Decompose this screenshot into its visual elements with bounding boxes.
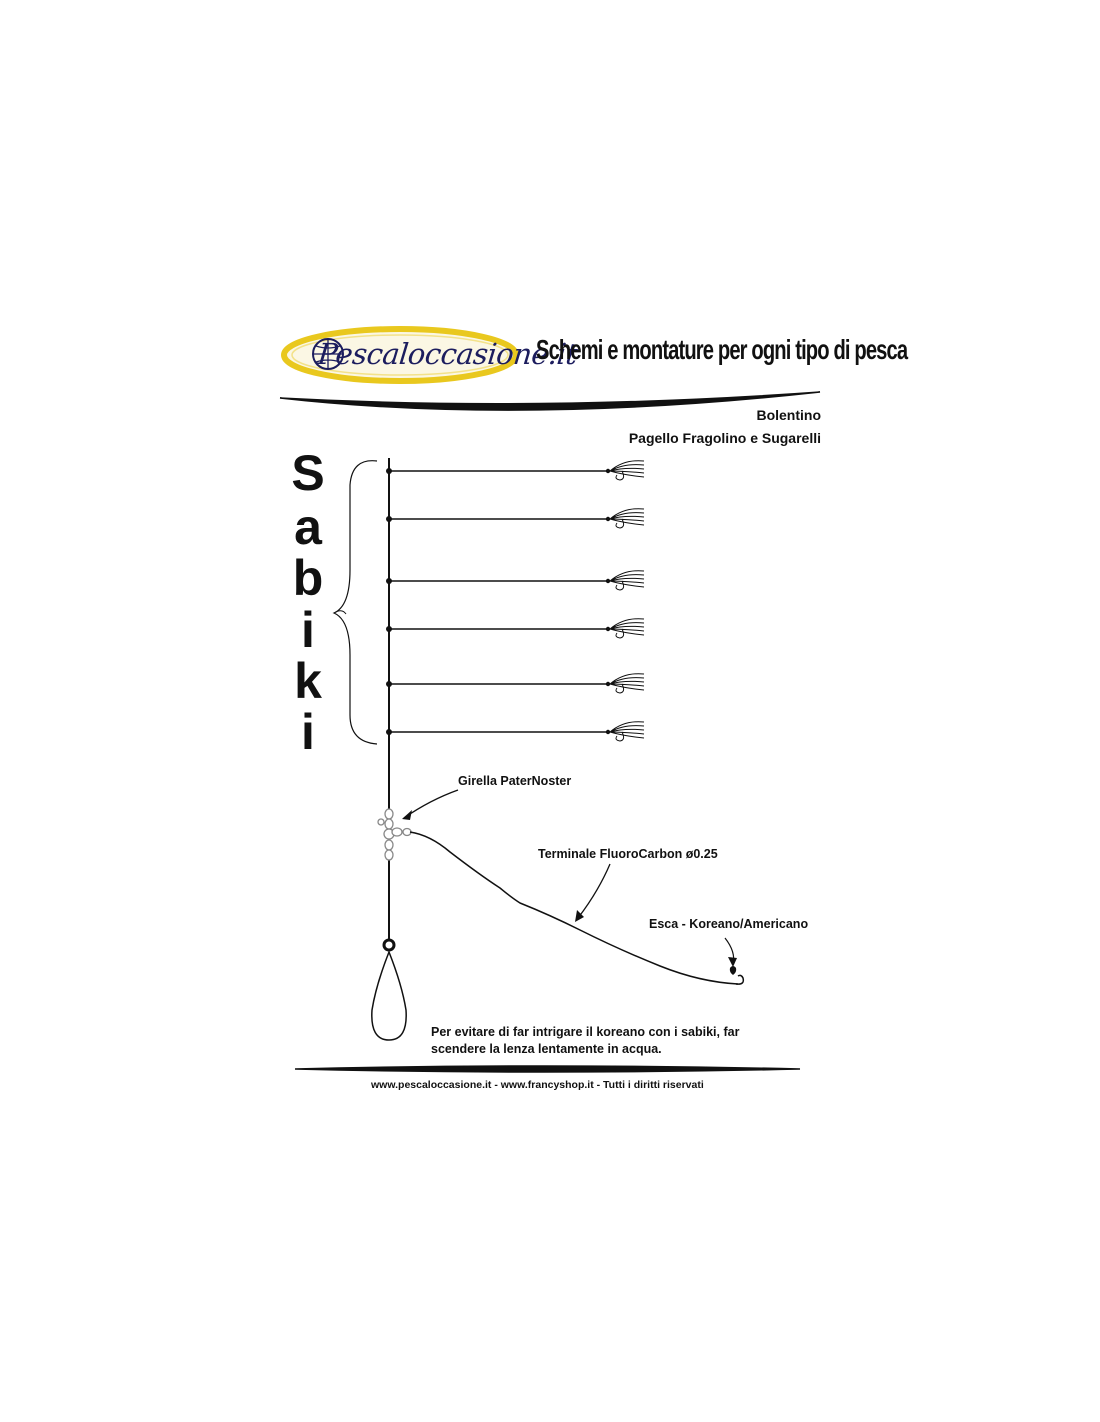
swivel-label: Girella PaterNoster [458, 774, 572, 788]
sabiki-branches [386, 461, 644, 741]
sabiki-bracket [334, 461, 377, 744]
leader-label: Terminale FluoroCarbon ø0.25 [538, 847, 718, 861]
header-swoosh [280, 392, 820, 410]
sabiki-branch [386, 674, 644, 693]
sabiki-letter: a [294, 499, 322, 555]
sabiki-branch [386, 619, 644, 638]
sabiki-fly [610, 674, 644, 693]
sabiki-letter: S [291, 445, 325, 501]
sabiki-letter: b [292, 550, 324, 606]
bait-label: Esca - Koreano/Americano [649, 917, 809, 931]
page-headline: Schemi e montature per ogni tipo di pesca [536, 334, 908, 365]
sabiki-branch [386, 571, 644, 590]
sabiki-fly [610, 461, 644, 480]
rig-note: Per evitare di far intrigare il koreano con i sabiki, far scendere la lenza lentamente in acqua. [431, 1025, 740, 1056]
sabiki-fly [610, 619, 644, 638]
sabiki-branch [386, 722, 644, 741]
sabiki-branch [386, 461, 644, 480]
leader-arrow [578, 864, 610, 918]
category-label: Bolentino [756, 407, 821, 423]
logo-text: Pescaloccasione.it [316, 337, 579, 371]
sabiki-fly [610, 509, 644, 528]
sinker [372, 940, 406, 1040]
sabiki-letter: i [301, 602, 315, 658]
sabiki-fly [610, 571, 644, 590]
species-label: Pagello Fragolino e Sugarelli [628, 430, 821, 446]
footer-credits: www.pescaloccasione.it - www.francyshop.it - Tutti i diritti riservati [371, 1079, 704, 1091]
bait-hook [730, 966, 744, 984]
sabiki-letter: k [294, 653, 322, 709]
footer-swoosh [295, 1066, 800, 1072]
sabiki-letter: i [301, 704, 315, 760]
swivel-arrow [404, 790, 458, 818]
sabiki-fly [610, 722, 644, 741]
sabiki-branch [386, 509, 644, 528]
